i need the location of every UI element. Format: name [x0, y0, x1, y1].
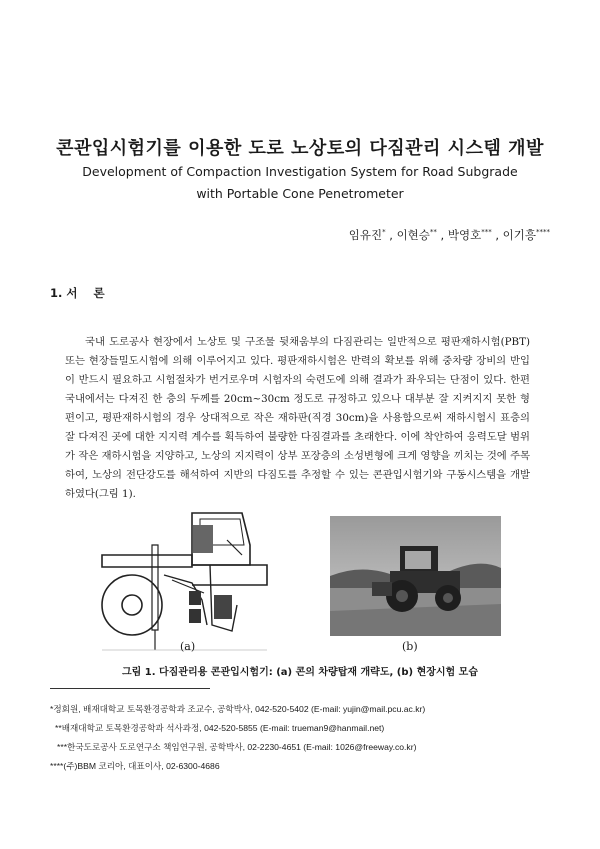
author-name: 이현승 [396, 228, 430, 242]
author-mark: *** [481, 228, 492, 237]
page-title: 콘관입시험기를 이용한 도로 노상토의 다짐관리 시스템 개발 [56, 138, 544, 159]
author-mark: * [382, 228, 386, 237]
figure-caption: 그림 1. 다짐관리용 콘관입시험기: (a) 콘의 차량탑재 개략도, (b) 현장시험 모습 [121, 667, 479, 678]
footnote-divider [50, 688, 210, 689]
author-separator: , [436, 228, 448, 242]
author-mark: **** [536, 228, 550, 237]
english-title-line-1: Development of Compaction Investigation System for Road Subgrade [82, 164, 518, 179]
footnote: ****(주)BBM 코리아, 대표이사, 02-6300-4686 [50, 761, 220, 771]
english-title-line-2: with Portable Cone Penetrometer [196, 186, 404, 201]
author-separator: , [491, 228, 503, 242]
author-mark: ** [429, 228, 437, 237]
body-paragraph: 국내 도로공사 현장에서 노상토 및 구조물 뒷채움부의 다짐관리는 일반적으로 평판재하시험(PBT) 또는 현장들밀도시험에 의해 이루어지고 있다. 평판재하시험은 반력의 확보를 위해 중차량 장비의 반입이 반드시 필요하고 시험절차가 번거로우며 시험자의 숙련도에 의해 결과가 좌우되는 단점이 있다. 한편 국내에서는 다져진 한 층의 두께를 20cm~30cm 정도로 규정하고 있으나 대부분 잘 지켜지지 못한 형편이고, 평판재하시험의 경우 상대적으로 작은 재하판(직경 30cm)을 사용함으로써 재하시험시 표층의 잘 다져진 곳에 대한 지지력 계수를 획득하여 불량한 다짐결과를 초래한다. 이에 착안하여 응력도달 범위가 작은 재하시험을 지양하고, 노상의 지지력이 상부 포장층의 소성변형에 크게 영향을 끼치는 것에 주목하여, 노상의 전단강도를 해석하여 지반의 다짐도를 추정할 수 있는 콘관입시험기와 구동시스템을 개발하였다(그림 1). [65, 336, 530, 500]
footnotes [50, 700, 570, 776]
figure-a-schematic [92, 505, 272, 655]
footnote: ***한국도로공사 도로연구소 책임연구원, 공학박사, 02-2230-4651 (E-mail: 1026@freeway.co.kr) [57, 742, 417, 752]
figure-a-label: (a) [180, 640, 196, 653]
section-heading [50, 285, 105, 301]
author-name: 임유진 [348, 228, 383, 242]
footnote: **배재대학교 토목환경공학과 석사과정, 042-520-5855 (E-mail: trueman9@hanmail.net) [55, 723, 385, 733]
figure-b-photo [330, 516, 501, 636]
author-name: 이기흥 [502, 228, 536, 242]
author-name: 박영호 [447, 228, 482, 242]
author-list [349, 227, 550, 243]
footnote: *정회원, 배재대학교 토목환경공학과 조교수, 공학박사, 042-520-5402 (E-mail: yujin@mail.pcu.ac.kr) [50, 704, 426, 714]
figure-b-label: (b) [402, 640, 418, 653]
author-separator: , [385, 228, 397, 242]
section-number: 1. [50, 286, 63, 300]
section-title: 서 론 [66, 286, 105, 300]
